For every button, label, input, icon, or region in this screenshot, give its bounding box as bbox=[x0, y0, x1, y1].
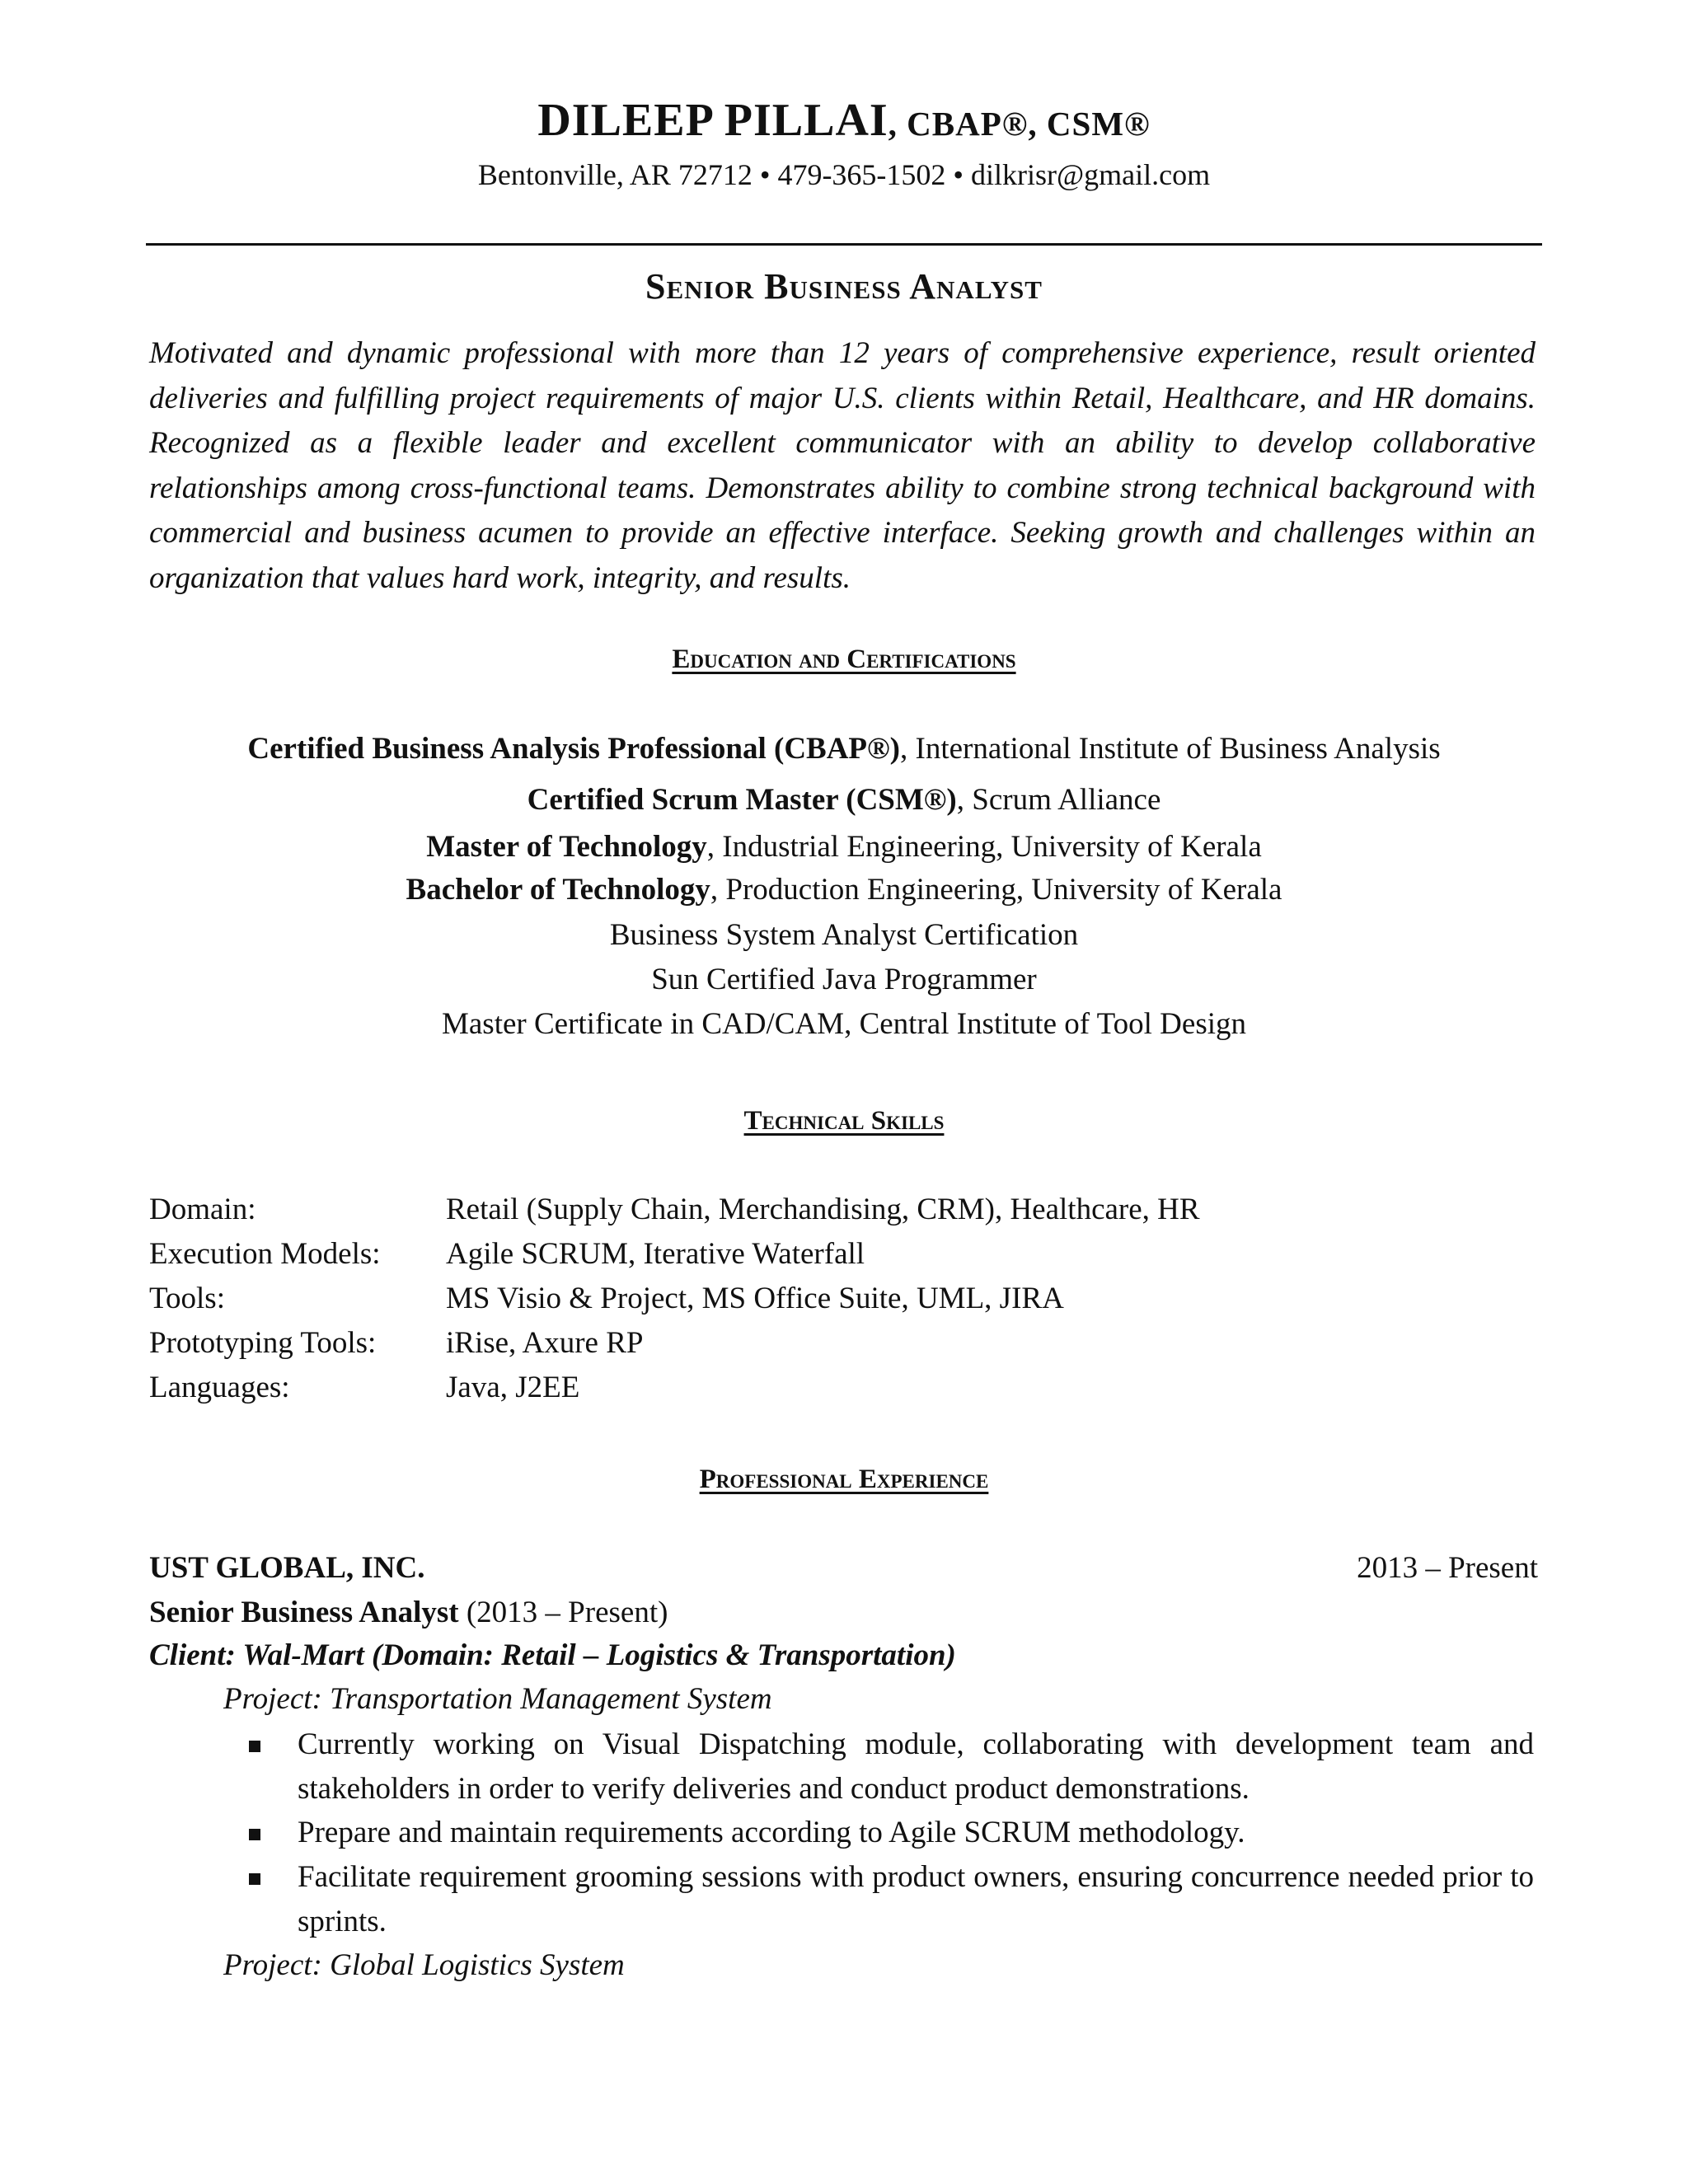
role-line bbox=[149, 1592, 668, 1633]
client-line: Client: Wal-Mart (Domain: Retail – Logistics & Transportation) bbox=[149, 1638, 956, 1672]
education-item: Sun Certified Java Programmer bbox=[651, 963, 1037, 996]
project-title: Project: Global Logistics System bbox=[223, 1948, 625, 1982]
education-item: Business System Analyst Certification bbox=[609, 918, 1079, 952]
header-divider bbox=[146, 243, 1542, 246]
candidate-credentials: , CBAP®, CSM® bbox=[888, 105, 1151, 143]
bullet-item: Facilitate requirement grooming sessions with product owners, ensuring concurrence needed prior to sprints. bbox=[298, 1860, 1534, 1938]
education-item: Certified Scrum Master (CSM®), Scrum Alliance bbox=[527, 783, 1161, 817]
education-item: Master of Technology, Industrial Engineering, University of Kerala bbox=[426, 830, 1262, 864]
bullet-icon bbox=[249, 1829, 260, 1840]
skill-label: Prototyping Tools: bbox=[149, 1326, 377, 1360]
role-title: Senior Business Analyst bbox=[149, 1596, 459, 1629]
employer-dates: 2013 – Present bbox=[1357, 1551, 1538, 1585]
professional-title: Senior Business Analyst bbox=[645, 266, 1043, 307]
skill-label: Tools: bbox=[149, 1282, 225, 1315]
bullet-item: Prepare and maintain requirements according to Agile SCRUM methodology. bbox=[298, 1816, 1245, 1849]
skill-value: Java, J2EE bbox=[446, 1371, 580, 1404]
skills-heading: Technical Skills bbox=[743, 1106, 945, 1136]
project-title: Project: Transportation Management System bbox=[223, 1682, 772, 1716]
skill-label: Execution Models: bbox=[149, 1237, 381, 1271]
contact-line: Bentonville, AR 72712 • 479-365-1502 • dilkrisr@gmail.com bbox=[477, 158, 1211, 191]
employer-name: UST GLOBAL, INC. bbox=[149, 1551, 425, 1585]
candidate-name: DILEEP PILLAI, CBAP®, CSM® bbox=[537, 95, 1151, 146]
bullet-item: Currently working on Visual Dispatching module, collaborating with development team and stakeholders in order to verify deliveries and conduct product demonstrations. bbox=[298, 1727, 1534, 1806]
skill-value: Agile SCRUM, Iterative Waterfall bbox=[446, 1237, 865, 1271]
skill-value: iRise, Axure RP bbox=[446, 1326, 644, 1360]
education-item: Master Certificate in CAD/CAM, Central Institute of Tool Design bbox=[441, 1007, 1247, 1041]
education-heading: Education and Certifications bbox=[672, 644, 1016, 674]
bullet-icon bbox=[249, 1741, 260, 1752]
experience-heading: Professional Experience bbox=[699, 1465, 989, 1494]
skill-label: Languages: bbox=[149, 1371, 290, 1404]
skill-value: Retail (Supply Chain, Merchandising, CRM), Healthcare, HR bbox=[446, 1193, 1200, 1226]
role-dates: (2013 – Present) bbox=[458, 1596, 668, 1629]
summary-paragraph: Motivated and dynamic professional with more than 12 years of comprehensive experience, result oriented deliveries and fulfilling project requirements of major U.S. clients within Retail, Healthcare, and HR domains. Recognized as a flexible leader and excellent communicator with an ability to develop collaborative relationships among cross-functional teams. Demonstrates ability to combine strong technical background with commercial and business acumen to provide an effective interface. Seeking growth and challenges within an organization that values hard work, integrity, and results. bbox=[149, 336, 1536, 595]
skill-value: MS Visio & Project, MS Office Suite, UML, JIRA bbox=[446, 1282, 1064, 1315]
bullet-icon bbox=[249, 1873, 260, 1885]
skill-label: Domain: bbox=[149, 1193, 256, 1226]
education-item: Bachelor of Technology, Production Engineering, University of Kerala bbox=[406, 873, 1282, 907]
education-item: Certified Business Analysis Professional (CBAP®), International Institute of Business Analysis bbox=[247, 732, 1441, 766]
